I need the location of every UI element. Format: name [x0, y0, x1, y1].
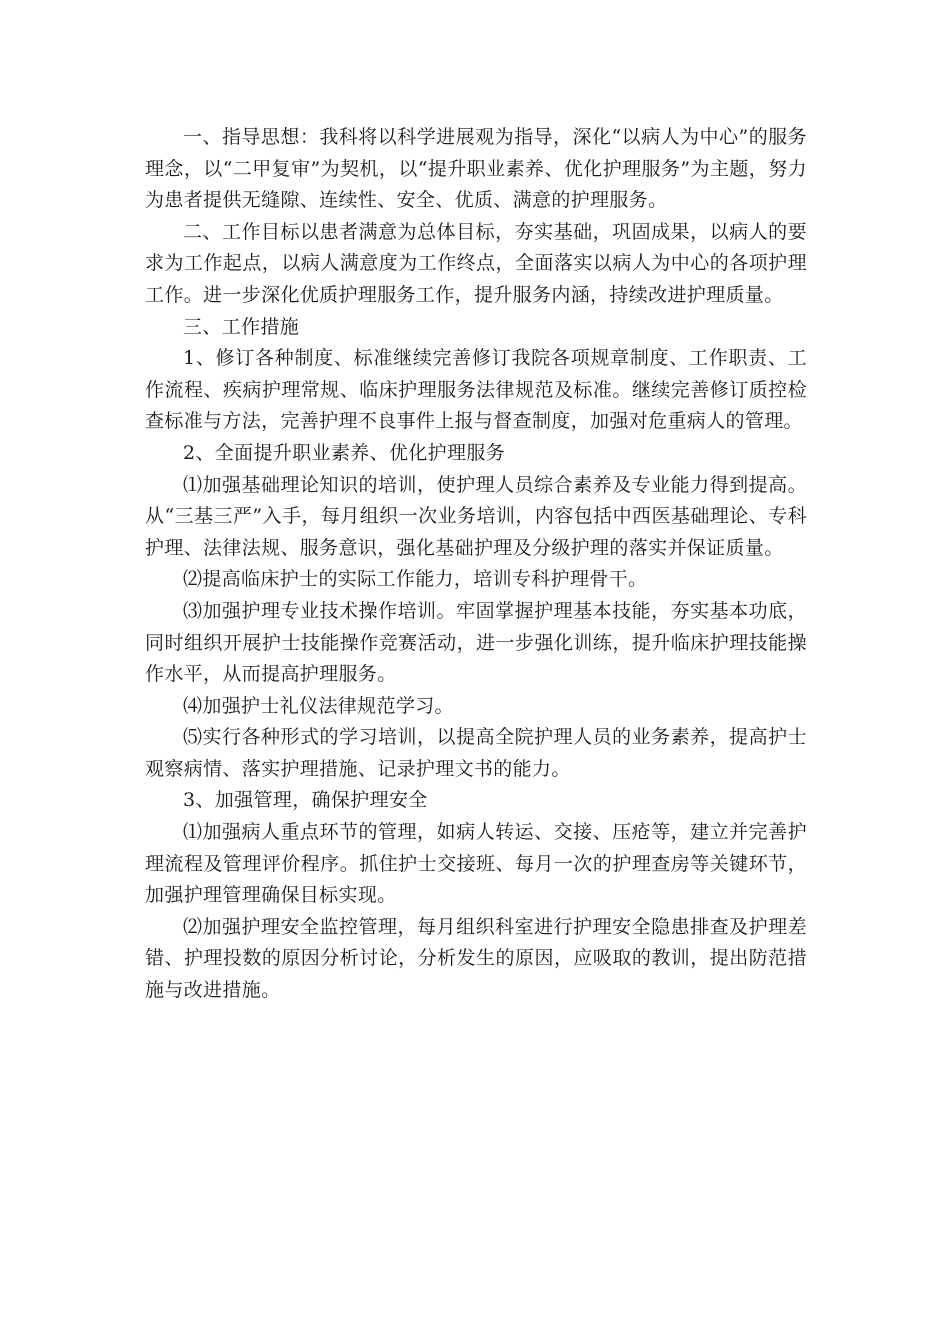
paragraph-measure-3-item-2: ⑵加强护理安全监控管理，每月组织科室进行护理安全隐患排查及护理差错、护理投数的原因分析讨论，分析发生的原因，应吸取的教训，提出防范措施与改进措施。 [145, 915, 807, 1002]
paragraph-measure-2-item-3: ⑶加强护理专业技术操作培训。牢固掌握护理基本技能，夯实基本功底，同时组织开展护士技能操作竞赛活动，进一步强化训练，提升临床护理技能操作水平，从而提高护理服务。 [145, 599, 807, 686]
paragraph-guiding-thought: 一、指导思想：我科将以科学进展观为指导，深化“以病人为中心”的服务理念，以“二甲复审”为契机，以“提升职业素养、优化护理服务”为主题，努力为患者提供无缝隙、连续性、安全、优质、满意的护理服务。 [145, 126, 807, 212]
paragraph-work-goal: 二、工作目标以患者满意为总体目标，夯实基础，巩固成果，以病人的要求为工作起点，以病人满意度为工作终点，全面落实以病人为中心的各项护理工作。进一步深化优质护理服务工作，提升服务内涵，持续改进护理质量。 [145, 220, 807, 306]
paragraph-measure-3-item-1: ⑴加强病人重点环节的管理，如病人转运、交接、压疮等，建立并完善护理流程及管理评价程序。抓住护士交接班、每月一次的护理查房等关键环节，加强护理管理确保目标实现。 [145, 821, 807, 907]
paragraph-measure-2-item-5: ⑸实行各种形式的学习培训，以提高全院护理人员的业务素养，提高护士观察病情、落实护理措施、记录护理文书的能力。 [145, 726, 807, 780]
paragraph-measure-2-item-1: ⑴加强基础理论知识的培训，使护理人员综合素养及专业能力得到提高。从“三基三严”入手，每月组织一次业务培训，内容包括中西医基础理论、专科护理、法律法规、服务意识，强化基础护理及分级护理的落实并保证质量。 [145, 473, 807, 559]
heading-measure-2: 2、全面提升职业素养、优化护理服务 [183, 441, 506, 464]
document-page [145, 122, 807, 1007]
heading-work-measures: 三、工作措施 [183, 315, 300, 338]
paragraph-measure-2-item-4: ⑷加强护士礼仪法律规范学习。 [183, 694, 454, 717]
heading-measure-3: 3、加强管理，确保护理安全 [183, 789, 428, 812]
paragraph-measure-2-item-2: ⑵提高临床护士的实际工作能力，培训专科护理骨干。 [183, 568, 648, 591]
paragraph-measure-1: 1、修订各种制度、标准继续完善修订我院各项规章制度、工作职责、工作流程、疾病护理常规、临床护理服务法律规范及标准。继续完善修订质控检查标准与方法，完善护理不良事件上报与督查制度，加强对危重病人的管理。 [145, 347, 807, 433]
